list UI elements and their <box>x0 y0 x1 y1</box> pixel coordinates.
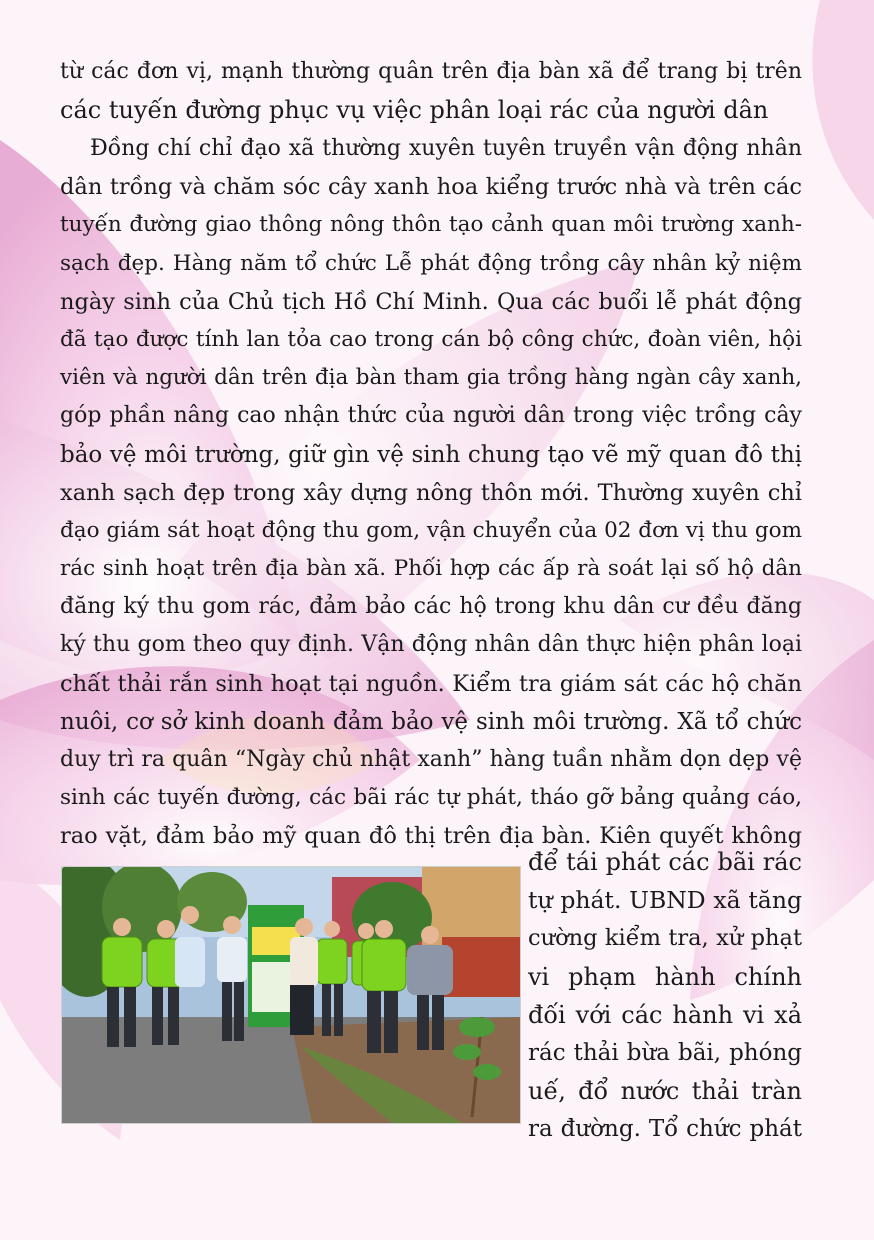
text-line: ngày sinh của Chủ tịch Hồ Chí Minh. Qua các buổi lễ phát động <box>60 288 802 315</box>
paragraph-wrap <box>528 843 802 1149</box>
text-line: xanh sạch đẹp trong xây dựng nông thôn mới. Thường xuyên chỉ <box>60 479 802 506</box>
paragraph-main <box>60 130 802 856</box>
text-line: sạch đẹp. Hàng năm tổ chức Lễ phát động trồng cây nhân kỷ niệm <box>60 250 802 276</box>
text-line: ra đường. Tổ chức phát <box>528 1116 802 1143</box>
text-line: các tuyến đường phục vụ việc phân loại rác của người dân <box>60 96 769 125</box>
tree-planting-photo <box>61 866 521 1124</box>
text-line: vi phạm hành chính <box>528 962 802 991</box>
text-line: tuyến đường giao thông nông thôn tạo cảnh quan môi trường xanh- <box>60 212 802 238</box>
text-line: bảo vệ môi trường, giữ gìn vệ sinh chung tạo vẽ mỹ quan đô thị <box>60 441 802 468</box>
text-line: dân trồng và chăm sóc cây xanh hoa kiểng trước nhà và trên các <box>60 174 802 201</box>
text-line: đạo giám sát hoạt động thu gom, vận chuyển của 02 đơn vị thu gom <box>60 517 802 543</box>
text-line: rao vặt, đảm bảo mỹ quan đô thị trên địa bàn. Kiên quyết không <box>60 823 802 850</box>
photo-illustration <box>62 867 520 1123</box>
text-line: đăng ký thu gom rác, đảm bảo các hộ trong khu dân cư đều đăng <box>60 594 802 620</box>
text-line: từ các đơn vị, mạnh thường quân trên địa bàn xã để trang bị trên <box>60 59 802 84</box>
text-line: Đồng chí chỉ đạo xã thường xuyên tuyên truyền vận động nhân <box>90 136 802 161</box>
text-line: uế, đổ nước thải tràn <box>528 1077 802 1106</box>
text-line: duy trì ra quân “Ngày chủ nhật xanh” hàng tuần nhằm dọn dẹp vệ <box>60 747 802 772</box>
text-line: tự phát. UBND xã tăng <box>528 886 802 915</box>
text-line: ký thu gom theo quy định. Vận động nhân dân thực hiện phân loại <box>60 632 802 658</box>
text-line: chất thải rắn sinh hoạt tại nguồn. Kiểm tra giám sát các hộ chăn <box>60 670 802 697</box>
text-line: rác sinh hoạt trên địa bàn xã. Phối hợp các ấp rà soát lại số hộ dân <box>60 556 802 582</box>
text-line: nuôi, cơ sở kinh doanh đảm bảo vệ sinh môi trường. Xã tổ chức <box>60 708 802 735</box>
text-line: góp phần nâng cao nhận thức của người dân trong việc trồng cây <box>60 403 802 429</box>
text-line: cường kiểm tra, xử phạt <box>528 925 802 952</box>
paragraph-intro <box>60 53 802 129</box>
text-line: đối với các hành vi xả <box>528 1000 802 1029</box>
text-line: rác thải bừa bãi, phóng <box>528 1039 802 1066</box>
text-line: để tái phát các bãi rác <box>528 848 802 876</box>
text-line: đã tạo được tính lan tỏa cao trong cán bộ công chức, đoàn viên, hội <box>60 326 802 352</box>
text-line: sinh các tuyến đường, các bãi rác tự phát, tháo gỡ bảng quảng cáo, <box>60 785 802 811</box>
text-line: viên và người dân trên địa bàn tham gia trồng hàng ngàn cây xanh, <box>60 365 802 391</box>
